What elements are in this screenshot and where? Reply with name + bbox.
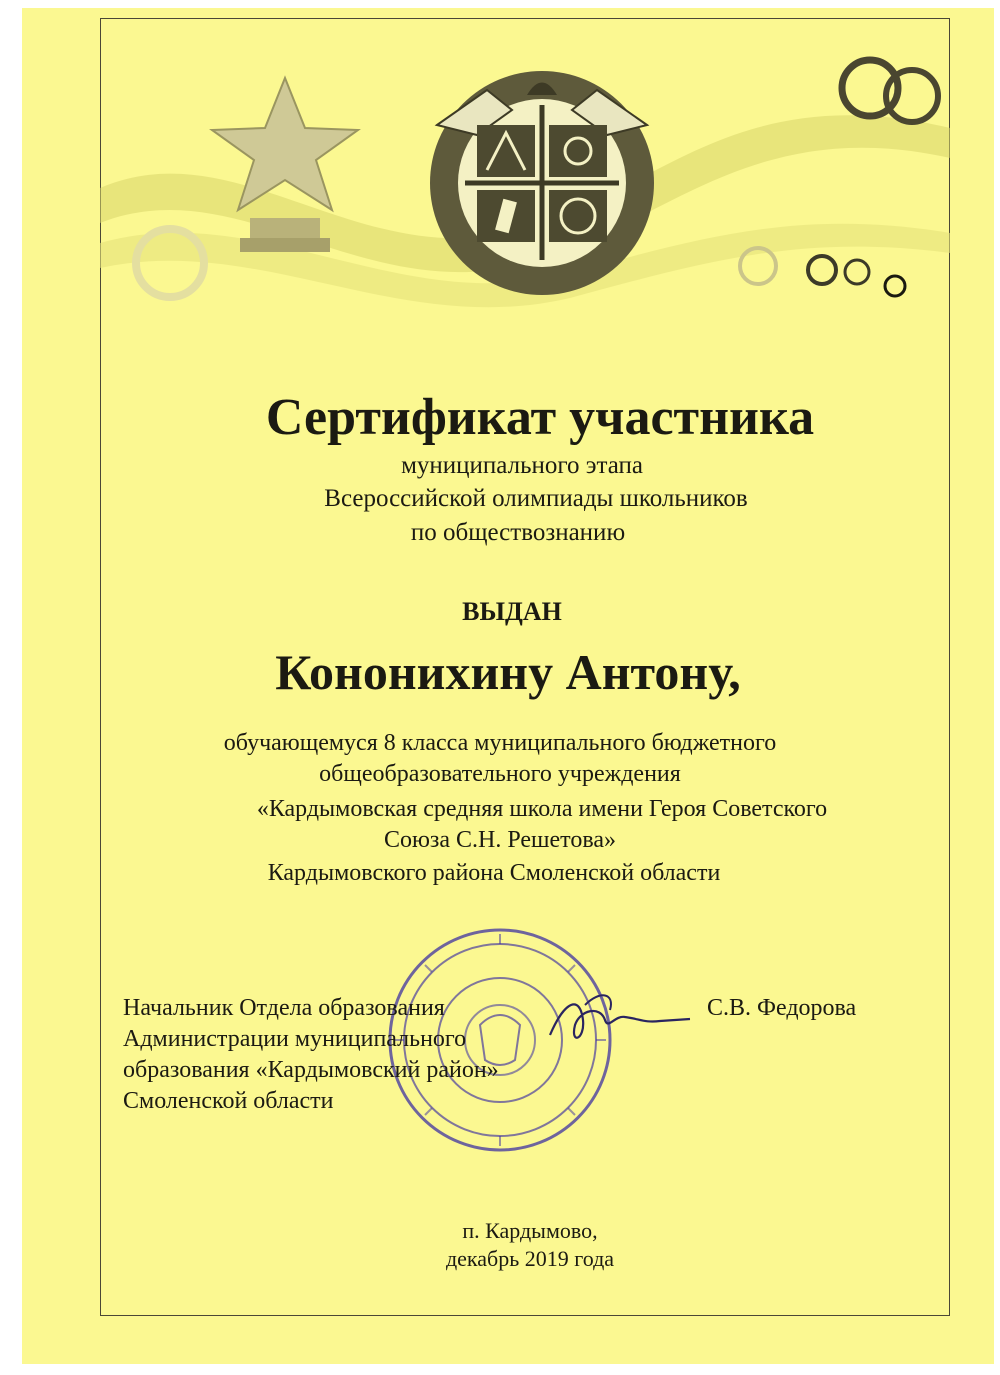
details-line-3: «Кардымовская средняя школа имени Героя Советского [256,796,828,822]
subtitle-line-3: по обществознанию [410,519,626,546]
details-line-5: Кардымовского района Смоленской области [267,860,721,886]
footer-place: п. Кардымово, [462,1218,598,1243]
details-line-1: обучающемуся 8 класса муниципального бюджетного [223,730,777,756]
footer-date: декабрь 2019 года [445,1246,615,1271]
signatory-position [123,993,499,1117]
subtitle-line-2: Всероссийской олимпиады школьников [324,485,748,512]
details-line-4: Союза С.Н. Решетова» [383,827,617,853]
signatory-line-2: Администрации муниципального [123,1026,467,1052]
issued-label: ВЫДАН [462,597,562,626]
signatory-name: С.В. Федорова [707,995,857,1021]
details-line-2: общеобразовательного учреждения [319,761,681,787]
signatory-line-1: Начальник Отдела образования [123,995,445,1021]
signatory-line-3: образования «Кардымовский район» [123,1057,499,1083]
signatory-line-4: Смоленской области [123,1088,334,1114]
certificate-title: Сертификат участника [265,389,815,446]
handwritten-signature [545,985,695,1055]
recipient-name: Кононихину Антону, [275,644,741,700]
subtitle-line-1: муниципального этапа [401,452,643,479]
olympiad-logo [417,55,667,305]
